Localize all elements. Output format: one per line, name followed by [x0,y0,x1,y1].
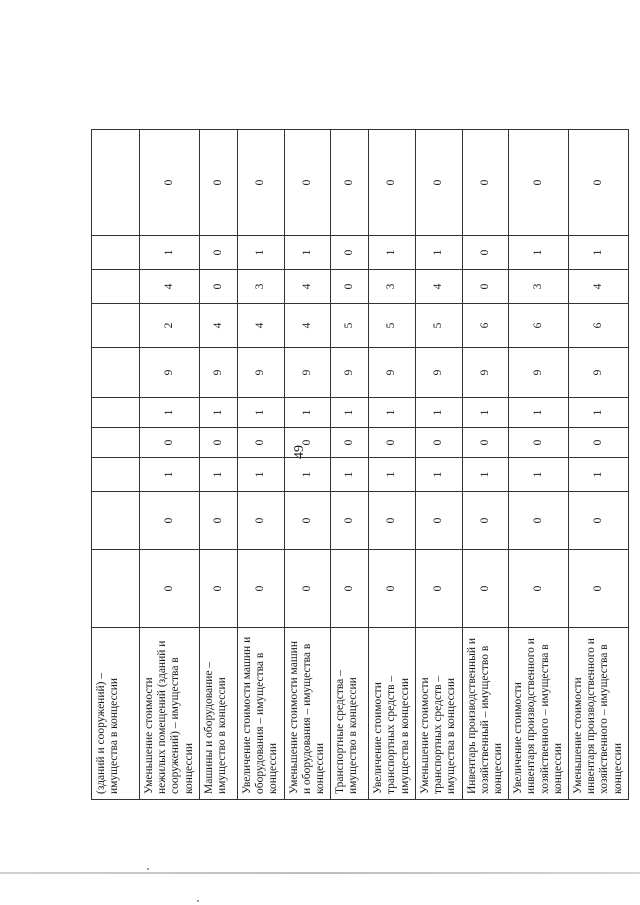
code-cell: 0 [331,492,369,550]
code-cell: 4 [569,270,629,304]
code-cell: 0 [140,550,200,628]
table-row [92,130,140,800]
code-cell: 1 [509,458,569,492]
code-cell: 0 [509,550,569,628]
code-cell: 0 [462,236,509,270]
code-cell: 0 [284,428,331,458]
code-cell: 5 [415,304,462,348]
code-cell: 9 [369,348,416,398]
code-cell: 1 [369,398,416,428]
code-cell: 0 [462,492,509,550]
code-cell: 1 [199,398,237,428]
table-row [509,130,569,800]
code-cell: 0 [237,428,284,458]
table-row [284,130,331,800]
code-cell: 2 [140,304,200,348]
code-cell: 0 [569,428,629,458]
scan-bottom-edge [0,872,640,874]
code-cell [92,492,140,550]
code-cell: 0 [415,130,462,236]
code-cell: 0 [331,270,369,304]
code-cell: 5 [331,304,369,348]
code-cell [92,458,140,492]
row-description: (зданий и сооружений) – имущества в концессии [92,628,140,800]
code-cell: 0 [237,130,284,236]
table-row [569,130,629,800]
code-cell: 0 [237,492,284,550]
code-cell: 0 [369,428,416,458]
code-cell: 0 [569,130,629,236]
code-cell: 0 [462,550,509,628]
table-row [199,130,237,800]
code-cell [92,398,140,428]
code-cell: 0 [140,428,200,458]
code-cell [92,304,140,348]
code-cell: 1 [284,236,331,270]
code-cell: 1 [509,398,569,428]
code-cell: 1 [284,458,331,492]
row-description: Уменьшение стоимости нежилых помещений (зданий и сооружений) – имущества в концессии [140,628,200,800]
code-cell: 0 [199,270,237,304]
code-cell: 0 [199,550,237,628]
code-cell: 4 [237,304,284,348]
row-description: Транспортные средства – имущество в концессии [331,628,369,800]
code-cell: 0 [199,492,237,550]
table-row [415,130,462,800]
code-cell: 1 [199,458,237,492]
code-cell [92,428,140,458]
code-cell: 1 [237,458,284,492]
code-cell: 1 [569,458,629,492]
code-cell: 0 [569,492,629,550]
code-cell: 4 [284,304,331,348]
code-cell: 1 [331,398,369,428]
code-cell: 3 [237,270,284,304]
code-cell: 0 [569,550,629,628]
code-cell: 0 [140,130,200,236]
code-cell: 3 [369,270,416,304]
code-cell: 1 [369,236,416,270]
row-description: Увеличение стоимости транспортных средств – имущества в концессии [369,628,416,800]
table-row [237,130,284,800]
code-cell: 6 [509,304,569,348]
code-cell: 9 [331,348,369,398]
code-cell: 0 [331,550,369,628]
code-cell: 1 [237,236,284,270]
code-cell: 0 [369,492,416,550]
code-cell [92,270,140,304]
code-cell: 4 [140,270,200,304]
code-cell: 0 [415,428,462,458]
code-cell: 0 [509,428,569,458]
code-cell: 0 [237,550,284,628]
code-cell: 1 [415,236,462,270]
code-cell: 0 [462,428,509,458]
row-description: Уменьшение стоимости транспортных средств – имущества в концессии [415,628,462,800]
code-cell: 0 [509,492,569,550]
row-description: Уменьшение стоимости машин и оборудования – имущества в концессии [284,628,331,800]
code-cell: 4 [415,270,462,304]
code-cell: 9 [415,348,462,398]
code-cell [92,550,140,628]
code-cell: 1 [569,236,629,270]
code-cell [92,348,140,398]
account-codes-table [91,129,629,800]
code-cell: 0 [331,236,369,270]
table-row [331,130,369,800]
row-description: Увеличение стоимости машин и оборудования – имущества в концессии [237,628,284,800]
code-cell: 1 [462,398,509,428]
code-cell: 1 [462,458,509,492]
code-cell: 0 [199,236,237,270]
code-cell: 0 [199,130,237,236]
code-cell: 0 [415,492,462,550]
code-cell: 1 [140,458,200,492]
code-cell: 0 [415,550,462,628]
code-cell: 6 [569,304,629,348]
row-description: Машины и оборудование – имущество в концессии [199,628,237,800]
scan-speck [197,900,199,902]
table-row [462,130,509,800]
code-cell: 4 [199,304,237,348]
code-cell: 9 [237,348,284,398]
code-cell: 0 [284,130,331,236]
code-cell: 0 [462,270,509,304]
code-cell: 0 [509,130,569,236]
code-cell: 1 [509,236,569,270]
code-cell: 1 [415,458,462,492]
code-cell: 6 [462,304,509,348]
row-description: Увеличение стоимости инвентаря производственного и хозяйственного – имущества в концессии [509,628,569,800]
page-number: 49 [292,445,307,459]
code-cell: 0 [369,130,416,236]
rotated-table-frame [91,130,624,800]
code-cell: 0 [331,130,369,236]
code-cell: 0 [462,130,509,236]
table-row [369,130,416,800]
code-cell: 0 [140,492,200,550]
code-cell: 3 [509,270,569,304]
table-row [140,130,200,800]
code-cell: 0 [199,428,237,458]
code-cell: 4 [284,270,331,304]
code-cell: 0 [284,550,331,628]
code-cell: 9 [462,348,509,398]
code-cell: 1 [369,458,416,492]
code-cell: 1 [140,398,200,428]
code-cell: 1 [331,458,369,492]
code-cell: 1 [284,398,331,428]
code-cell [92,130,140,236]
code-cell: 9 [199,348,237,398]
code-cell: 1 [237,398,284,428]
row-description: Инвентарь производственный и хозяйственный – имущество в концессии [462,628,509,800]
code-cell: 5 [369,304,416,348]
code-cell: 9 [284,348,331,398]
code-cell: 9 [569,348,629,398]
code-cell: 0 [331,428,369,458]
row-description: Уменьшение стоимости инвентаря производственного и хозяйственного – имущества в концессии [569,628,629,800]
code-cell: 0 [369,550,416,628]
scan-speck [147,868,149,870]
code-cell: 9 [509,348,569,398]
code-cell: 1 [415,398,462,428]
code-cell: 0 [284,492,331,550]
code-cell: 1 [140,236,200,270]
code-cell: 1 [569,398,629,428]
table-body [92,130,629,800]
code-cell [92,236,140,270]
code-cell: 9 [140,348,200,398]
